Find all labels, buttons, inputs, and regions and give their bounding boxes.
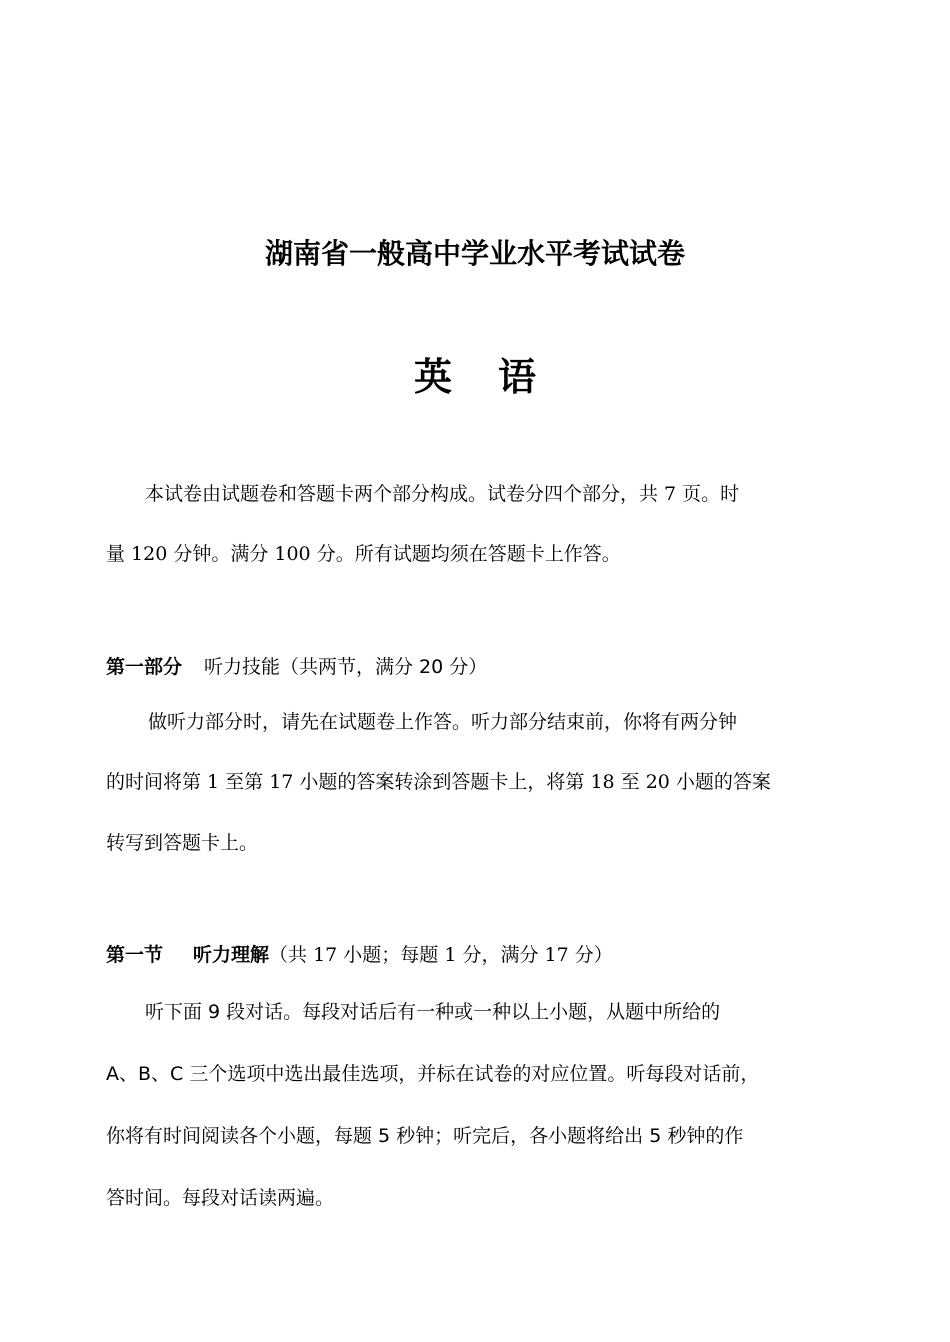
section1-line-4: 答时间。每段对话读两遍。: [106, 1187, 335, 1209]
part1-heading: [106, 658, 487, 677]
section1-line-2: A、B、C 三个选项中选出最佳选项，并标在试卷的对应位置。听每段对话前，: [106, 1063, 760, 1085]
part1-line-3: 转写到答题卡上。: [106, 832, 259, 854]
subject-title: [0, 355, 950, 399]
intro-line-1: 本试卷由试题卷和答题卡两个部分构成。试卷分四个部分，共 7 页。时: [145, 483, 740, 505]
part1-line-1: 做听力部分时，请先在试题卷上作答。听力部分结束前，你将有两分钟: [148, 711, 738, 733]
part1-heading-label: 第一部分: [106, 656, 183, 678]
section1-heading-title: 听力理解: [193, 944, 270, 966]
subject-char-1: 英: [413, 355, 452, 399]
section1-line-3: 你将有时间阅读各个小题，每题 5 秒钟；听完后，各小题将给出 5 秒钟的作: [106, 1125, 744, 1147]
subject-char-2: 语: [498, 355, 537, 399]
part1-heading-title: 听力技能（共两节，满分 20 分）: [204, 656, 488, 678]
section1-heading-label: 第一节: [106, 944, 164, 966]
section1-heading: [106, 946, 613, 965]
section1-heading-detail: （共 17 小题；每题 1 分，满分 17 分）: [269, 944, 613, 966]
exam-title: 湖南省一般高中学业水平考试试卷: [264, 237, 685, 270]
part1-line-2: 的时间将第 1 至第 17 小题的答案转涂到答题卡上，将第 18 至 20 小题的答案: [106, 771, 771, 793]
intro-line-2: 量 120 分钟。满分 100 分。所有试题均须在答题卡上作答。: [106, 543, 621, 565]
section1-line-1: 听下面 9 段对话。每段对话后有一种或一种以上小题，从题中所给的: [145, 1001, 721, 1023]
